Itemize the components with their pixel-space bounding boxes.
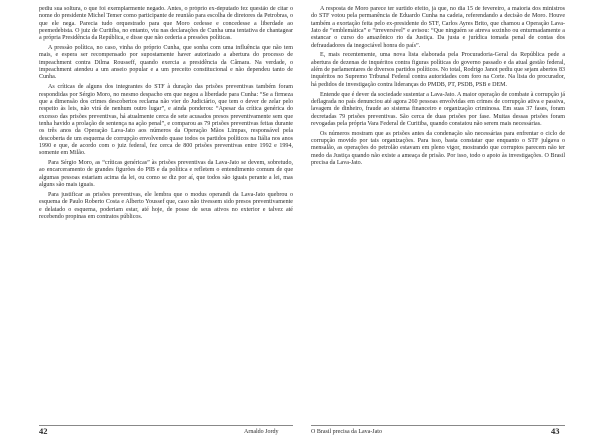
paragraph: As críticas de alguns dos integrantes do STF à duração das prisões preventivas também foram respondidas por Sérgio Moro, no mesmo despacho em que negou a liberdade para Cunha: “Se a firmeza que a dimensão dos crimes descobertos reclama não vier do Judiciário, que tem o dever de zelar pelo respeito às leis, não virá de nenhum outro lugar”, e ainda ponderou: “Apesar da crítica genérica do excesso das prisões preventivas, há atualmente cerca de sete acusados presos preventivamente sem que tenha havido a prolação de sentença na ação penal”, e comparou as 79 prisões preventivas feitas durante os três anos da Operação Lava-Jato aos números da Operação Mãos Limpas, responsável pela descoberta de um esquema de corrupção envolvendo quase todos os partidos políticos na Itália nos anos 1990 e que, de acordo com o juiz federal, fez cerca de 800 prisões preventivas entre 1992 e 1994, somente em Milão.: [39, 84, 293, 157]
right-footer-rule: [311, 425, 565, 426]
paragraph: A pressão política, no caso, vinha do próprio Cunha, que sonha com uma influência que não tem mais, e espera ser recompensado por supostamente haver autorizado a abertura do processo de impeachment contra Dilma Rousseff, quando exercia a presidência da Câmara. Na verdade, o impeachment atendeu a um anseio popular e a um preceito constitucional e não dependeu tanto de Cunha.: [39, 45, 293, 81]
left-page: [39, 6, 293, 414]
right-page: [311, 6, 565, 414]
paragraph: A resposta de Moro parece ter surtido efeito, já que, no dia 15 de fevereiro, a maioria dos ministros do STF votou pela permanência de Eduardo Cunha na cadeia, referendando a decisão de Moro. Houve também a exortação feita pelo ex-presidente do STF, Carlos Ayres Brito, que chamou a Operação Lava-Jato de “emblemática” e “irreversível” e avisou: “Que ninguém se atreva sozinho ou enturmadamente a estancar o curso do amazônico rio da Justiça. Da justa e jurídica tomada penal de contas dos defraudadores da inegociável honra do país”.: [311, 6, 565, 49]
paragraph: Para justificar as prisões preventivas, ele lembra que o modus operandi da Lava-Jato quebrou o esquema de Paulo Roberto Costa e Alberto Youssef que, caso não tivessem sido presos preventivamente e delatado o esquema, poderiam estar, até hoje, de posse de seus ativos no exterior e talvez até recebendo propinas em contratos públicos.: [39, 191, 293, 220]
right-running-title: O Brasil precisa da Lava-Jato: [311, 429, 382, 435]
paragraph: Os números mostram que as prisões antes da condenação são necessárias para enfrentar o ciclo de corrupção movido por tais organizações. Para isso, basta constatar que enquanto o STF julgava o mensalão, as operações do petrolão estavam em pleno vigor, mostrando que corruptos parecem não ter medo da Justiça quando não existe a ameaça de prisão. Por isso, todo o apoio às investigações. O Brasil precisa da Lava-Jato.: [311, 130, 565, 167]
paragraph: Entende que é dever da sociedade sustentar a Lava-Jato. A maior operação de combate à corrupção já deflagrada no país denunciou até agora 260 pessoas envolvidas em crimes de corrupção ativa e passiva, lavagem de dinheiro, fraude ao sistema financeiro e organização criminosa. Em suas 37 fases, foram decretadas 79 prisões preventivas. São cerca de duas prisões por fase. Muitas dessas prisões foram revogadas pela própria Vara Federal de Curitiba, quando constatou não serem mais necessárias.: [311, 91, 565, 127]
left-running-title: Arnaldo Jordy: [244, 429, 279, 435]
left-footer-rule: [39, 425, 293, 426]
paragraph: Para Sérgio Moro, as “críticas genéricas” às prisões preventivas da Lava-Jato se devem, sobretudo, ao encarceramento de grandes figurões do PIB e da política e refletem o entendimento comum de que algumas pessoas estariam acima da lei, ou como se diz por aí, que todos são iguais perante a lei, mas alguns são mais iguais.: [39, 160, 293, 189]
left-page-number: 42: [39, 426, 48, 436]
paragraph: E, mais recentemente, uma nova lista elaborada pela Procuradoria-Geral da República pede a abertura de dezenas de inquéritos contra figuras políticas do governo passado e da atual gestão federal, além de parlamentares de diversos partidos políticos. No total, Rodrigo Janot pediu que sejam abertos 83 inquéritos no Supremo Tribunal Federal contra autoridades com foro na Corte. Na lista do procurador, há pedidos de investigação contra lideranças do PMDB, PT, PSDB, PSB e DEM.: [311, 52, 565, 88]
paragraph: pediu sua soltura, o que foi exemplarmente negado. Antes, o próprio ex-deputado fez questão de citar o nome do presidente Michel Temer como participante de reunião para escolha de diretores da Petrobras, o que ele nega. Parecia tudo orquestrado para que Moro cedesse e concedesse a liberdade ao peemedebista. O juiz de Curitiba, no entanto, viu nas declarações de Cunha uma tentativa de chantagear a própria Presidência da República, e disse que não cederia a pressões políticas.: [39, 6, 293, 42]
right-page-number: 43: [551, 426, 560, 436]
